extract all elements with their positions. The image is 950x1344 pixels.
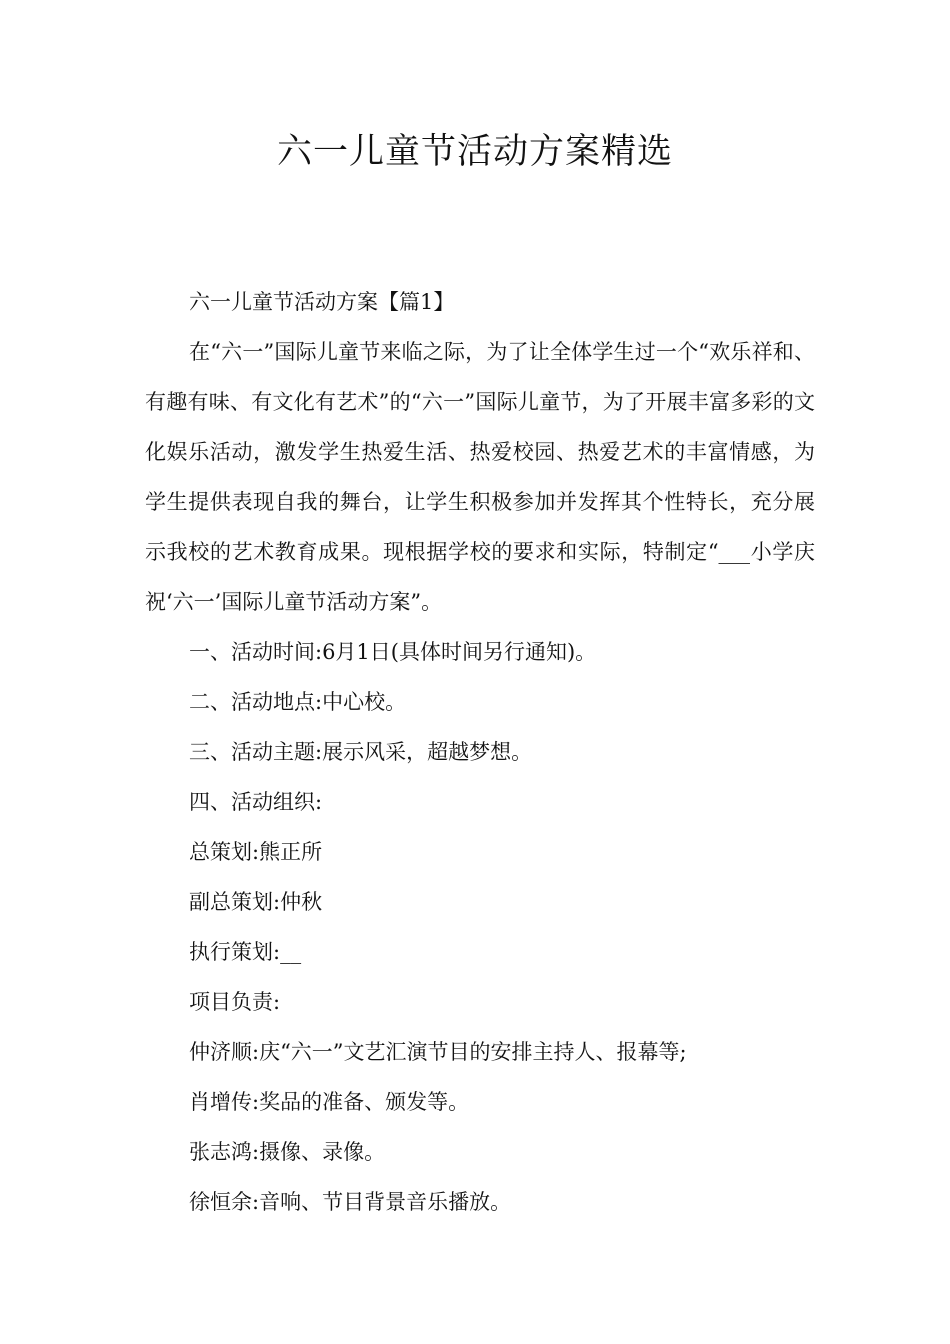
document-body [145,277,815,1227]
item-lead-audio: 徐恒余:音响、节目背景音乐播放。 [189,1190,512,1214]
item-chief-planner: 总策划:熊正所 [189,840,323,864]
intro-paragraph: 在“六一”国际儿童节来临之际，为了让全体学生过一个“欢乐祥和、有趣有味、有文化有艺术”的“六一”国际儿童节，为了开展丰富多彩的文化娱乐活动，激发学生热爱生活、热爱校园、热爱艺术的丰富情感，为学生提供表现自我的舞台，让学生积极参加并发挥其个性特长，充分展示我校的艺术教育成果。现根据学校的要求和实际，特制定“___小学庆祝‘六一’国际儿童节活动方案”。 [145,340,815,614]
item-executive-planner: 执行策划:__ [189,940,302,964]
item-activity-organization: 四、活动组织: [189,790,323,814]
item-lead-prizes: 肖增传:奖品的准备、颁发等。 [189,1090,470,1114]
item-activity-location: 二、活动地点:中心校。 [189,690,407,714]
item-project-leads: 项目负责: [189,990,281,1014]
item-lead-program: 仲济顺:庆“六一”文艺汇演节目的安排主持人、报幕等; [189,1040,687,1064]
item-activity-time: 一、活动时间:6月1日(具体时间另行通知)。 [189,640,597,664]
item-lead-video: 张志鸿:摄像、录像。 [189,1140,386,1164]
document-title: 六一儿童节活动方案精选 [276,132,673,172]
section-heading: 六一儿童节活动方案【篇1】 [189,290,455,314]
item-activity-theme: 三、活动主题:展示风采，超越梦想。 [189,740,533,764]
item-deputy-planner: 副总策划:仲秋 [189,890,323,914]
